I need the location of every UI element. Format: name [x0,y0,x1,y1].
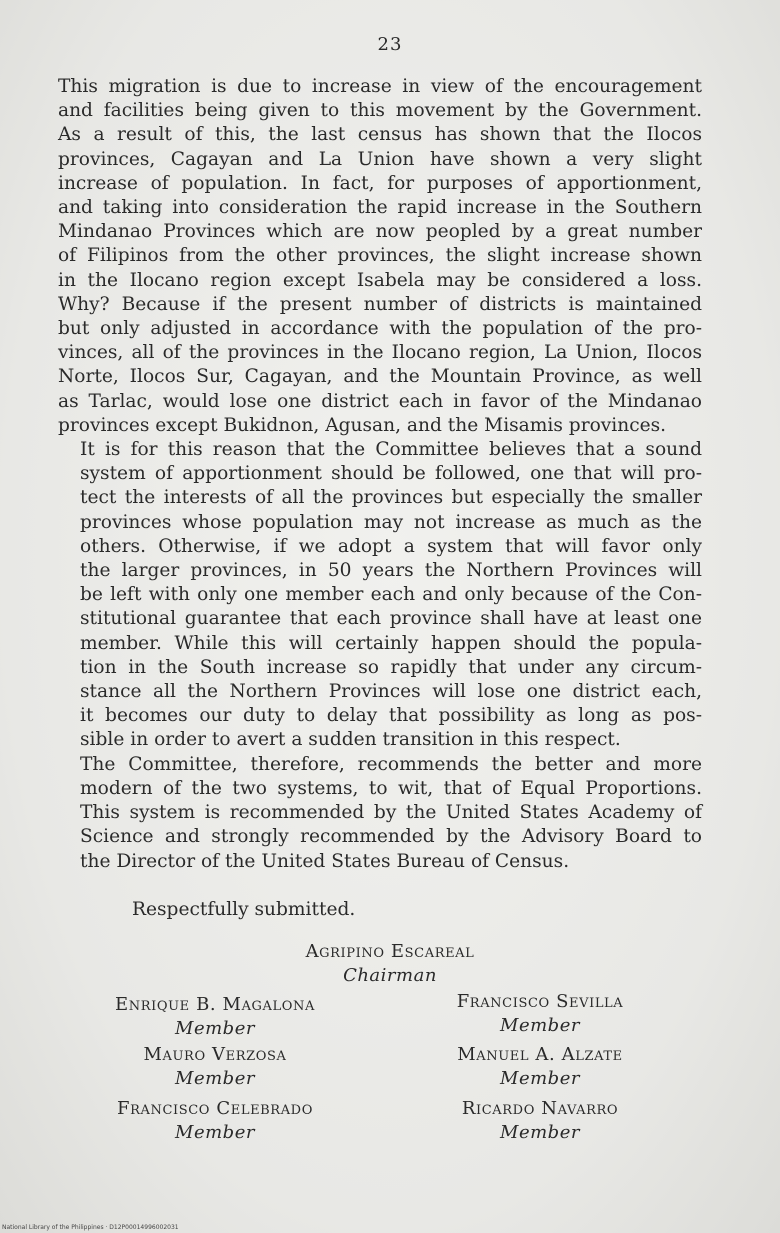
signatory-role: Member [175,1018,255,1039]
signatory-name: Enrique B. Magalona [115,994,315,1015]
signatory-name: Mauro Verzosa [143,1044,287,1065]
signatory-role: Member [500,1122,580,1143]
closing-line: Respectfully submitted. [132,899,356,920]
signatory-name: Francisco Sevilla [456,991,624,1012]
text-line: Norte, Ilocos Sur, Cagayan, and the Mountain Province, as well [58,366,702,388]
archive-footer: National Library of the Philippines · D12P00014996002031 [2,1224,179,1231]
signatory-role: Member [500,1068,580,1089]
text-line: and taking into consideration the rapid increase in the Southern [58,197,702,219]
text-line: the Director of the United States Bureau of Census. [80,850,570,872]
text-line: provinces, Cagayan and La Union have shown a very slight [58,148,702,170]
signatory-name: Ricardo Navarro [461,1098,619,1119]
text-line: Science and strongly recommended by the Advisory Board to [80,826,702,848]
member-signature [70,1097,360,1145]
text-line: stitutional guarantee that each province shall have at least one [80,608,702,630]
text-line: sible in order to avert a sudden transition in this respect. [80,729,621,751]
text-line: the larger provinces, in 50 years the Northern Provinces will [80,560,702,582]
text-line: vinces, all of the provinces in the Ilocano region, La Union, Ilocos [58,342,702,364]
chairman-signature [240,940,540,988]
text-line: it becomes our duty to delay that possibility as long as pos- [80,705,702,727]
text-line: stance all the Northern Provinces will lose one district each, [80,681,702,703]
signatory-role: Member [500,1015,580,1036]
member-signature [390,990,690,1038]
text-line: as Tarlac, would lose one district each in favor of the Mindanao [58,390,702,412]
text-line: This system is recommended by the United States Academy of [80,802,702,824]
member-signature [390,1097,690,1145]
text-line: system of apportionment should be followed, one that will pro- [80,463,702,485]
text-line: others. Otherwise, if we adopt a system that will favor only [80,535,702,557]
text-line: As a result of this, the last census has shown that the Ilocos [58,124,702,146]
signatory-name: Manuel A. Alzate [457,1044,623,1065]
text-line: modern of the two systems, to wit, that of Equal Proportions. [80,777,702,799]
text-line: tect the interests of all the provinces but especially the smaller [80,487,702,509]
signatory-role: Member [175,1122,255,1143]
text-line: provinces whose population may not increase as much as the [80,511,702,533]
text-line: of Filipinos from the other provinces, the slight increase shown [58,245,702,267]
text-line: increase of population. In fact, for purposes of apportionment, [58,172,702,194]
text-line: tion in the South increase so rapidly that under any circum- [80,656,702,678]
text-line: and facilities being given to this movement by the Government. [58,100,702,122]
paragraph-1 [58,75,702,438]
text-line: in the Ilocano region except Isabela may be considered a loss. [58,269,702,291]
member-signature [70,993,360,1041]
body-text [58,75,702,874]
paragraph-2 [58,438,702,753]
text-line: member. While this will certainly happen should the popula- [80,632,702,654]
text-line: provinces except Bukidnon, Agusan, and the Misamis provinces. [58,414,667,436]
signatory-name: Francisco Celebrado [117,1098,313,1119]
text-line: Why? Because if the present number of districts is maintained [58,293,702,315]
text-line: Mindanao Provinces which are now peopled by a great number [58,221,702,243]
page-number: 23 [377,34,403,55]
paragraph-3 [58,753,702,874]
signatory-role: Chairman [343,965,437,986]
signatory-role: Member [175,1068,255,1089]
text-line: The Committee, therefore, recommends the better and more [80,753,702,775]
text-line: It is for this reason that the Committee believes that a sound [80,439,702,461]
text-line: be left with only one member each and only because of the Con- [80,584,702,606]
member-signature [390,1043,690,1091]
member-signature [70,1043,360,1091]
text-line: but only adjusted in accordance with the population of the pro- [58,318,702,340]
text-line: This migration is due to increase in view of the encouragement [58,76,702,97]
signatory-name: Agripino Escareal [305,941,475,962]
